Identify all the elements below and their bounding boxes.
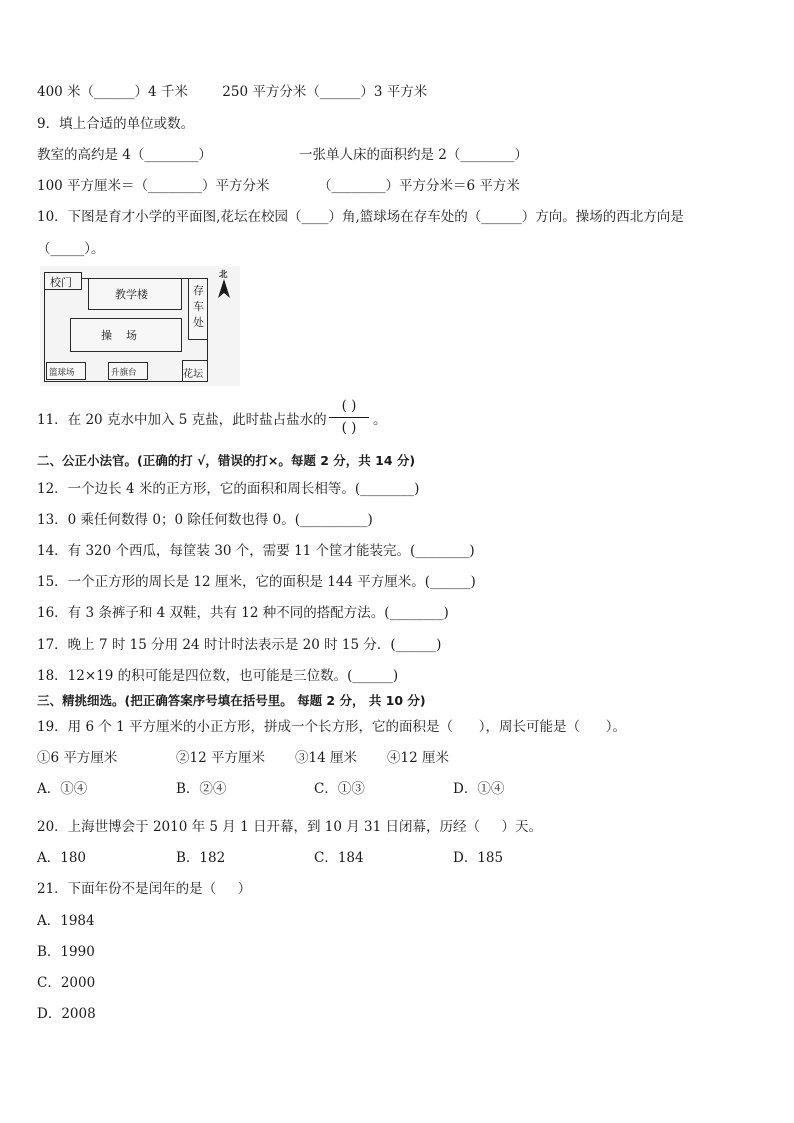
section-2-heading: 二、公正小法官。(正确的打 √，错误的打×。每题 2 分，共 14 分) <box>37 453 416 468</box>
flag-platform <box>108 362 148 380</box>
question-9-b: 一张单人床的面积约是 2（________） <box>299 147 528 163</box>
question-21-stem: 21．下面年份不是闰年的是（ ） <box>37 881 252 897</box>
question-17: 17．晚上 7 时 15 分用 24 时计时法表示是 20 时 15 分．(______) <box>37 637 442 653</box>
bike-shed <box>188 278 208 340</box>
question-9-c: 100 平方厘米＝（________）平方分米 <box>37 178 270 194</box>
question-12: 12．一个边长 4 米的正方形，它的面积和周长相等。(________) <box>37 481 420 497</box>
question-16: 16．有 3 条裤子和 4 双鞋，共有 12 种不同的搭配方法。(________) <box>37 605 449 621</box>
question-13: 13．0 乘任何数得 0；0 除任何数也得 0。(__________) <box>37 512 373 528</box>
question-11-end: 。 <box>373 412 387 428</box>
teaching-building-label: 教学楼 <box>115 288 148 301</box>
question-20-stem: 20．上海世博会于 2010 年 5 月 1 日开幕，到 10 月 31 日闭幕，历经（ ）天。 <box>37 819 542 835</box>
q20-choice-b: B．182 <box>176 850 226 866</box>
question-19-stem: 19．用 6 个 1 平方厘米的小正方形，拼成一个长方形，它的面积是（ ），周长可能是（ ）。 <box>37 719 627 735</box>
flower-bed-label: 花坛 <box>183 369 203 380</box>
bike-shed-label: 存 车 处 <box>193 284 204 329</box>
gate-box <box>44 272 82 290</box>
q21-choice-d: D．2008 <box>37 1006 96 1022</box>
teaching-building <box>88 278 182 310</box>
gate-label: 校门 <box>50 276 72 289</box>
q19-item-2: ②12 平方厘米 <box>176 750 265 766</box>
question-9-a: 教室的高约是 4（________） <box>37 147 212 163</box>
q19-choice-d: D．①④ <box>453 781 505 797</box>
north-label: 北 <box>219 270 228 280</box>
question-9-title: 9．填上合适的单位或数。 <box>37 116 195 132</box>
q21-choice-c: C．2000 <box>37 975 96 991</box>
playground <box>70 318 182 352</box>
q20-choice-d: D．185 <box>453 850 504 866</box>
question-10-line-2: （_____）。 <box>37 241 105 257</box>
campus-map <box>40 266 240 386</box>
q20-choice-a: A．180 <box>37 850 87 866</box>
fraction-bar <box>329 417 369 418</box>
question-15: 15．一个正方形的周长是 12 厘米，它的面积是 144 平方厘米。(______) <box>37 574 476 590</box>
q19-item-4: ④12 厘米 <box>387 750 449 766</box>
flag-platform-label: 升旗台 <box>111 368 137 378</box>
playground-label: 操 场 <box>101 329 137 342</box>
fraction-numerator: ( ) <box>341 398 357 414</box>
q20-choice-c: C．184 <box>314 850 364 866</box>
q21-choice-a: A．1984 <box>37 913 95 929</box>
question-10-line-1: 10．下图是育才小学的平面图,花坛在校园（____）角,篮球场在存车处的（______）方向。操场的西北方向是 <box>37 209 684 225</box>
basketball-court-label: 篮球场 <box>49 368 75 378</box>
question-8-line: 400 米（______）4 千米 250 平方分米（______）3 平方米 <box>37 84 428 100</box>
basketball-court <box>46 362 86 380</box>
q19-choice-a: A．①④ <box>37 781 88 797</box>
q19-item-3: ③14 厘米 <box>295 750 357 766</box>
question-11-text: 11．在 20 克水中加入 5 克盐，此时盐占盐水的 <box>37 412 327 428</box>
q19-choice-c: C．①③ <box>314 781 365 797</box>
q19-item-1: ①6 平方厘米 <box>37 750 118 766</box>
fraction-blank <box>327 397 371 439</box>
question-18: 18．12×19 的积可能是四位数，也可能是三位数。(______) <box>37 668 399 684</box>
flower-bed <box>182 360 208 382</box>
q21-choice-b: B．1990 <box>37 944 95 960</box>
question-9-d: （________）平方分米＝6 平方米 <box>318 178 520 194</box>
question-14: 14．有 320 个西瓜，每筐装 30 个，需要 11 个筐才能装完。(________) <box>37 543 475 559</box>
q19-choice-b: B．②④ <box>176 781 227 797</box>
section-3-heading: 三、精挑细选。(把正确答案序号填在括号里。 每题 2 分， 共 10 分) <box>37 693 426 708</box>
fraction-denominator: ( ) <box>341 420 357 436</box>
north-arrow-icon <box>214 278 234 300</box>
